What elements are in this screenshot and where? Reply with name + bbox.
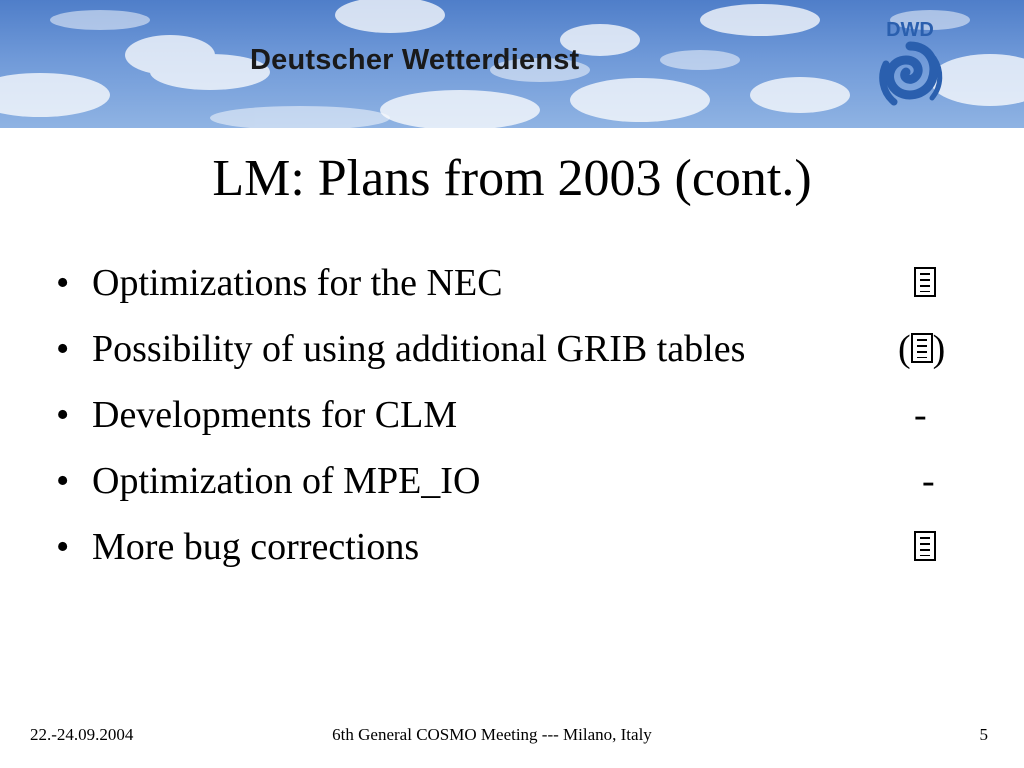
page-number: 5 — [979, 725, 988, 744]
status-mark — [914, 250, 936, 316]
list-item — [56, 448, 996, 514]
partial-done-icon — [911, 333, 933, 363]
list-item — [56, 514, 996, 580]
list-item — [56, 250, 996, 316]
bullet-icon: • — [56, 328, 70, 370]
done-icon — [914, 267, 936, 297]
status-dash: - — [922, 460, 935, 502]
list-item — [56, 382, 996, 448]
status-dash: - — [914, 394, 927, 436]
status-mark — [914, 514, 936, 580]
bullet-icon: • — [56, 526, 70, 568]
bullet-icon: • — [56, 394, 70, 436]
footer-meeting: 6th General COSMO Meeting --- Milano, Italy — [332, 725, 652, 744]
slide-title: LM: Plans from 2003 (cont.) — [212, 150, 812, 207]
bullet-icon: • — [56, 460, 70, 502]
done-icon — [914, 531, 936, 561]
logo-text: DWD — [886, 19, 934, 41]
bullet-text: More bug corrections — [92, 526, 420, 568]
dwd-logo-icon — [872, 14, 948, 112]
bullet-text: Developments for CLM — [92, 394, 458, 436]
footer-date: 22.-24.09.2004 — [30, 725, 134, 744]
bullet-text: Optimizations for the NEC — [92, 262, 503, 304]
brand-name: Deutscher Wetterdienst — [250, 44, 580, 76]
bullet-list — [56, 250, 996, 580]
bullet-text: Possibility of using additional GRIB tables — [92, 328, 746, 370]
list-item — [56, 316, 996, 382]
header-banner — [0, 0, 1024, 128]
bullet-icon: • — [56, 262, 70, 304]
bullet-text: Optimization of MPE_IO — [92, 460, 481, 502]
status-mark: ( ) — [898, 328, 946, 370]
